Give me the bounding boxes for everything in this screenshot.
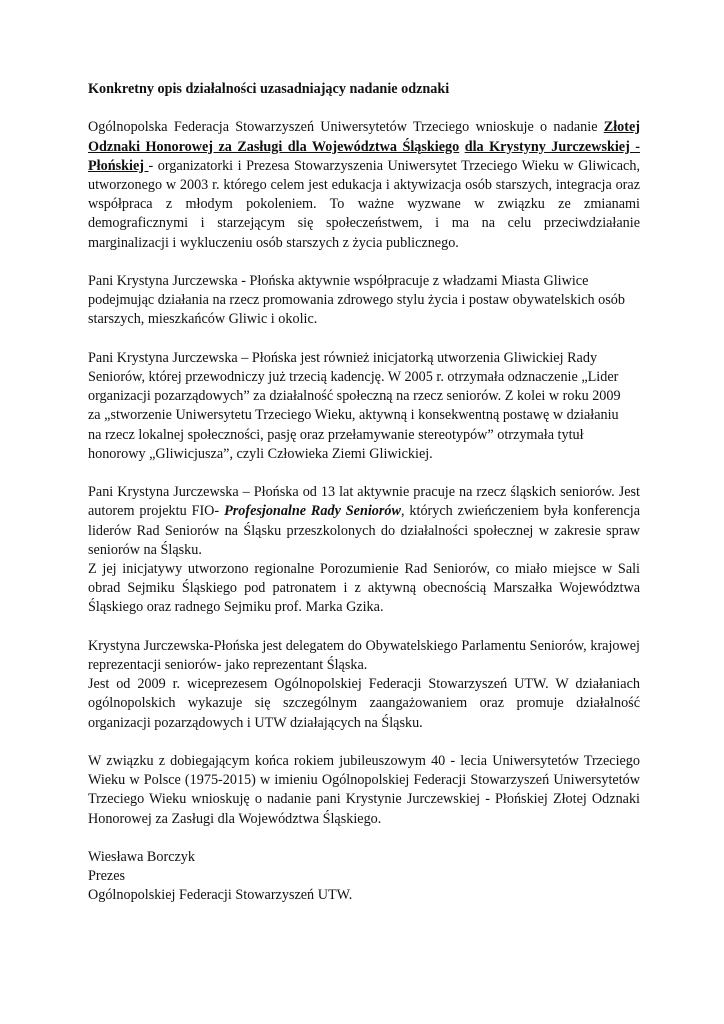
document-page — [88, 80, 640, 906]
paragraph-nomination — [88, 118, 640, 252]
paragraph-request: W związku z dobiegającym końca rokiem jubileuszowym 40 - lecia Uniwersytetów Trzeciego Wieku w Polsce (1975-2015) w imieniu Ogólnopolskiej Federacji Stowarzyszeń Uniwersytetów Trzeciego Wieku wnioskuję o nadanie pani Krystynie Jurczewskiej - Płońskiej Złotej Odznaki Honorowej za Zasługi dla Województwa Śląskiego. — [88, 753, 640, 827]
parliament-text-2: Jest od 2009 r. wiceprezesem Ogólnopolskiej Federacji Stowarzyszeń UTW. W działaniach ogólnopolskich wykazuje się szczególnym zaangażowaniem oraz promuje działalność organizacji pozarządowych i UTW działających na Śląsku. — [88, 676, 640, 731]
paragraph-council — [88, 349, 640, 464]
council-line-5: na rzecz lokalnej społeczności, pasję oraz przełamywanie stereotypów” otrzymała tytuł — [88, 426, 584, 443]
paragraph-parliament — [88, 637, 640, 733]
document-title: Konkretny opis działalności uzasadniający nadanie odznaki — [88, 81, 450, 97]
nomination-rest: - organizatorki i Prezesa Stowarzyszenia Uniwersytet Trzeciego Wieku w Gliwicach, utworzonego w 2003 r. którego celem jest edukacja i aktywizacja osób starszych, integracja oraz współpraca z młodym pokoleniem. To ważne wyzwane w związku ze zmianami demograficznymi i starzejącym się społeczeństwem, i ma na celu przeciwdziałanie marginalizacji i wykluczeniu osób starszych z życia publicznego. — [88, 157, 640, 251]
projects-text-3: Z jej inicjatywy utworzono regionalne Porozumienie Rad Seniorów, co miało miejsce w Sali obrad Sejmiku Śląskiego pod patronatem i z aktywną obecnością Marszałka Województwa Śląskiego oraz radnego Sejmiku prof. Marka Gzika. — [88, 561, 640, 616]
parliament-text-1: Krystyna Jurczewska-Płońska jest delegatem do Obywatelskiego Parlamentu Seniorów, krajowej reprezentacji seniorów- jako reprezentant Śląska. — [88, 637, 640, 674]
signature-name: Wiesława Borczyk — [88, 849, 195, 866]
recipient-name: dla Krystyny Jurczewskiej - Płońskiej — [88, 138, 641, 174]
paragraph-cooperation: Pani Krystyna Jurczewska - Płońska aktywnie współpracuje z władzami Miasta Gliwice podejmując działania na rzecz promowania zdrowego stylu życia i postaw obywatelskich osób starszych, mieszkańców Gliwic i okolic. — [88, 273, 625, 328]
signature-organization: Ogólnopolskiej Federacji Stowarzyszeń UTW. — [88, 887, 353, 904]
paragraph-projects — [88, 483, 640, 617]
council-line-2: Seniorów, której przewodniczy już trzecią kadencję. W 2005 r. otrzymała odznaczenie „Lider — [88, 369, 619, 385]
signature-block — [88, 848, 640, 906]
council-line-4: za „stworzenie Uniwersytetu Trzeciego Wieku, aktywną i konsekwentną postawę w działaniu — [88, 407, 619, 424]
projects-text-1: Pani Krystyna Jurczewska – Płońska od 13 lat aktywnie pracuje na rzecz śląskich seniorów. Jest autorem projektu FIO- — [88, 484, 640, 520]
projects-text-2: , których zwieńczeniem była konferencja liderów Rad Seniorów na Śląsku przeszkolonych do działalności społecznej w zakresie spraw seniorów na Śląsku. — [88, 503, 640, 558]
council-line-1: Pani Krystyna Jurczewska – Płońska jest również inicjatorką utworzenia Gliwickiej Rady — [88, 349, 598, 366]
council-line-3: organizacji pozarządowych” za działalność społeczną na rzecz seniorów. Z kolei w roku 2009 — [88, 388, 621, 405]
signature-role: Prezes — [88, 868, 126, 885]
council-line-6: honorowy „Gliwicjusza”, czyli Człowieka Ziemi Gliwickiej. — [88, 445, 433, 462]
award-name: Złotej Odznaki Honorowej za Zasługi dla Województwa Śląskiego — [88, 119, 640, 155]
project-name: Profesjonalne Rady Seniorów — [224, 503, 401, 520]
nomination-intro: Ogólnopolska Federacja Stowarzyszeń Uniwersytetów Trzeciego wnioskuje o nadanie — [88, 119, 604, 136]
